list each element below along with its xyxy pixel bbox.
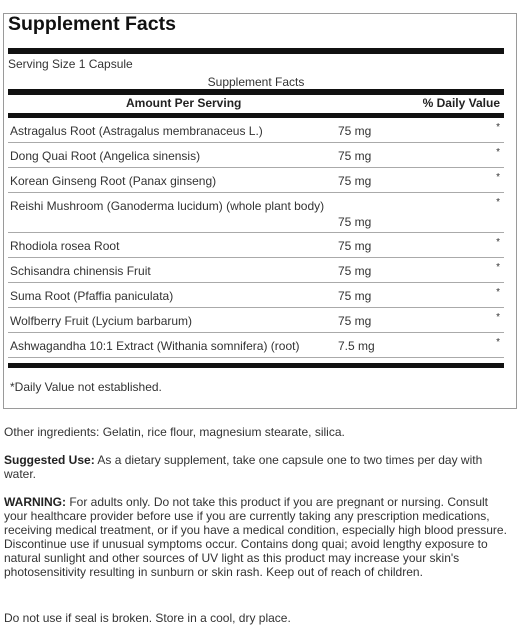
- table-caption: Supplement Facts: [207, 75, 305, 89]
- suggested-use: [4, 453, 514, 481]
- other-ingredients: Other ingredients: Gelatin, rice flour, magnesium stearate, silica.: [4, 425, 345, 439]
- ingredient-amount: 75 mg: [338, 215, 372, 229]
- ingredient-name: Schisandra chinensis Fruit: [10, 264, 151, 278]
- ingredient-amount: 75 mg: [338, 314, 372, 328]
- ingredient-rows: [8, 118, 504, 358]
- table-row: [8, 283, 504, 308]
- serving-size: Serving Size 1 Capsule: [8, 57, 133, 71]
- daily-value-footnote: *Daily Value not established.: [10, 380, 162, 394]
- table-row: [8, 258, 504, 283]
- ingredient-name: Suma Root (Pfaffia paniculata): [10, 289, 174, 303]
- panel-title: Supplement Facts: [8, 13, 176, 35]
- ingredient-amount: 75 mg: [338, 239, 372, 253]
- ingredient-amount: 75 mg: [338, 124, 372, 138]
- ingredient-name: Rhodiola rosea Root: [10, 239, 120, 253]
- ingredient-dv: *: [496, 312, 500, 323]
- ingredient-name: Reishi Mushroom (Ganoderma lucidum) (whole plant body): [10, 199, 325, 213]
- column-amount-per-serving: Amount Per Serving: [126, 96, 242, 110]
- ingredient-dv: *: [496, 122, 500, 133]
- table-header: [8, 96, 504, 110]
- ingredient-dv: *: [496, 147, 500, 158]
- title-divider: [8, 48, 504, 54]
- suggested-use-label: Suggested Use:: [4, 453, 95, 467]
- ingredient-dv: *: [496, 337, 500, 348]
- table-row: [8, 308, 504, 333]
- ingredient-amount: 75 mg: [338, 264, 372, 278]
- header-divider: [8, 89, 504, 95]
- table-row: [8, 193, 504, 233]
- table-row: [8, 168, 504, 193]
- warning-text: For adults only. Do not take this product if you are pregnant or nursing. Consult your healthcare provider before use if you are currently taking any prescription medications, receiving medical treatment, or if you have a medical condition, especially high blood pressure. Discontinue use if unusual symptoms occur. Contains dong quai; avoid lengthy exposure to natural sunlight and other sources of UV light as this product may increase your skin's photosensitivity resulting in sunburn or skin rash. Keep out of reach of children.: [4, 495, 507, 579]
- ingredient-amount: 75 mg: [338, 149, 372, 163]
- ingredient-dv: *: [496, 287, 500, 298]
- warning-label: WARNING:: [4, 495, 66, 509]
- ingredient-dv: *: [496, 197, 500, 208]
- ingredient-amount: 7.5 mg: [338, 339, 375, 353]
- column-daily-value: % Daily Value: [422, 96, 500, 110]
- table-row: [8, 233, 504, 258]
- ingredient-amount: 75 mg: [338, 289, 372, 303]
- footnote-divider: [8, 363, 504, 368]
- table-row: [8, 143, 504, 168]
- ingredient-dv: *: [496, 172, 500, 183]
- ingredient-name: Ashwagandha 10:1 Extract (Withania somnifera) (root): [10, 339, 300, 353]
- table-row: [8, 118, 504, 143]
- ingredient-name: Dong Quai Root (Angelica sinensis): [10, 149, 201, 163]
- ingredient-name: Wolfberry Fruit (Lycium barbarum): [10, 314, 193, 328]
- ingredient-dv: *: [496, 237, 500, 248]
- warning: [4, 495, 514, 579]
- ingredient-amount: 75 mg: [338, 174, 372, 188]
- ingredient-name: Korean Ginseng Root (Panax ginseng): [10, 174, 217, 188]
- suggested-use-text: As a dietary supplement, take one capsule one to two times per day with water.: [4, 453, 483, 481]
- table-row: [8, 333, 504, 358]
- ingredient-dv: *: [496, 262, 500, 273]
- ingredient-name: Astragalus Root (Astragalus membranaceus L.): [10, 124, 263, 138]
- storage-note: Do not use if seal is broken. Store in a cool, dry place.: [4, 611, 291, 625]
